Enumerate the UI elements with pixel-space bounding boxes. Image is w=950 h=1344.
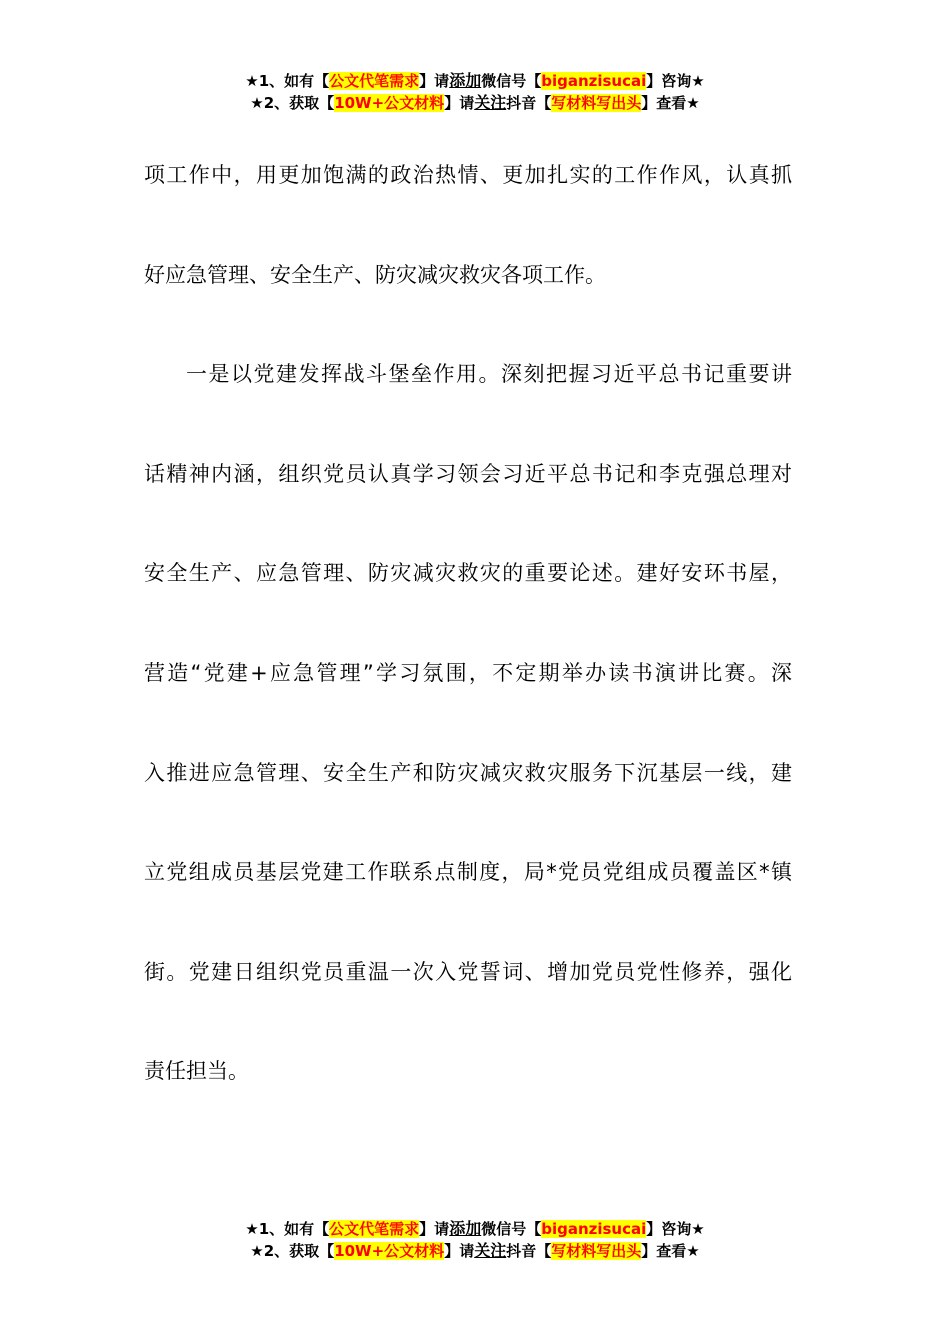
- banner-emphasis-add: 添加: [449, 71, 482, 90]
- text-line: 项工作中，用更加饱满的政治热情、更加扎实的工作作风，认真抓: [144, 163, 792, 187]
- banner-line-2: ★2、获取【10W+公文材料】请关注抖音【写材料写出头】查看★: [250, 1241, 700, 1260]
- text-line: 营造“党建+应急管理”学习氛围，不定期举办读书演讲比赛。深: [144, 660, 792, 685]
- footer-banner: [0, 1218, 950, 1262]
- banner-emphasis-follow: 关注: [474, 93, 507, 112]
- banner-line-1: ★1、如有【公文代笔需求】请添加微信号【biganzisucai】咨询★: [245, 71, 705, 90]
- banner-emphasis-follow: 关注: [474, 1241, 507, 1260]
- text-line: 立党组成员基层党建工作联系点制度，局*党员党组成员覆盖区*镇: [144, 860, 792, 885]
- banner-highlight-service: 公文代笔需求: [329, 1220, 420, 1238]
- text-line: 好应急管理、安全生产、防灾减灾救灾各项工作。: [144, 262, 606, 287]
- banner-highlight-service: 公文代笔需求: [329, 72, 420, 90]
- text-line: 街。党建日组织党员重温一次入党誓词、增加党员党性修养，强化: [144, 959, 792, 984]
- paragraph: [144, 325, 804, 1122]
- document-body: [144, 126, 804, 1122]
- banner-highlight-wechat-id: biganzisucai: [541, 72, 647, 90]
- text-line: 入推进应急管理、安全生产和防灾减灾救灾服务下沉基层一线，建: [144, 760, 792, 785]
- banner-highlight-douyin-account: 写材料写出头: [551, 1242, 642, 1260]
- paragraph: [144, 126, 804, 325]
- text-line: 一是以党建发挥战斗堡垒作用。深刻把握习近平总书记重要讲: [186, 362, 792, 387]
- header-banner: [0, 70, 950, 114]
- banner-highlight-wechat-id: biganzisucai: [541, 1220, 647, 1238]
- banner-highlight-materials: 10W+公文材料: [334, 1242, 445, 1260]
- banner-line-2: ★2、获取【10W+公文材料】请关注抖音【写材料写出头】查看★: [250, 93, 700, 112]
- banner-line-1: ★1、如有【公文代笔需求】请添加微信号【biganzisucai】咨询★: [245, 1219, 705, 1238]
- banner-highlight-materials: 10W+公文材料: [334, 94, 445, 112]
- text-line: 责任担当。: [144, 1059, 249, 1084]
- banner-highlight-douyin-account: 写材料写出头: [551, 94, 642, 112]
- text-line: 安全生产、应急管理、防灾减灾救灾的重要论述。建好安环书屋，: [144, 561, 792, 586]
- text-line: 话精神内涵，组织党员认真学习领会习近平总书记和李克强总理对: [144, 461, 792, 486]
- banner-emphasis-add: 添加: [449, 1219, 482, 1238]
